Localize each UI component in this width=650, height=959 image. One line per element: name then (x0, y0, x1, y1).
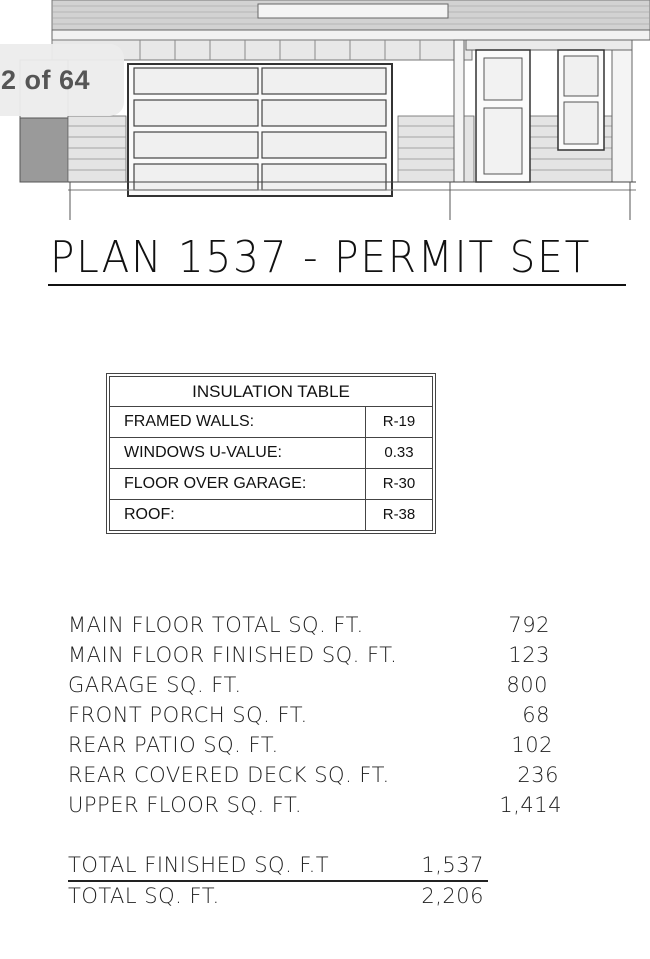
page-counter (0, 44, 124, 116)
insulation-row-value: R-19 (382, 413, 416, 430)
insulation-table-heading: INSULATION TABLE (110, 377, 432, 407)
sqft-value: 123 (508, 643, 550, 667)
total-value: 2,206 (421, 884, 484, 908)
square-footage-list (68, 610, 588, 820)
insulation-row (110, 500, 432, 530)
sqft-row (68, 610, 588, 640)
insulation-row (110, 407, 432, 438)
sqft-label: REAR COVERED DECK SQ. FT. (68, 763, 390, 787)
plan-title: PLAN 1537 - PERMIT SET (50, 232, 592, 283)
sqft-label: MAIN FLOOR FINISHED SQ. FT. (68, 643, 398, 667)
total-finished-label: TOTAL FINISHED SQ. F.T (68, 853, 330, 877)
total-finished-row (68, 850, 488, 882)
total-finished-value: 1,537 (421, 853, 484, 877)
sqft-label: REAR PATIO SQ. FT. (68, 733, 279, 757)
total-label: TOTAL SQ. FT. (68, 884, 220, 908)
sqft-value: 1,414 (499, 793, 562, 817)
sqft-row (68, 790, 588, 820)
total-row (68, 881, 488, 911)
sqft-value: 800 (506, 673, 548, 697)
sqft-value: 68 (522, 703, 550, 727)
sqft-row (68, 640, 588, 670)
insulation-row-label: FRAMED WALLS: (110, 407, 366, 437)
sqft-label: GARAGE SQ. FT. (68, 673, 242, 697)
sqft-label: UPPER FLOOR SQ. FT. (68, 793, 303, 817)
sqft-row (68, 670, 588, 700)
sqft-label: MAIN FLOOR TOTAL SQ. FT. (68, 613, 364, 637)
sqft-value: 236 (517, 763, 559, 787)
sqft-row (68, 760, 588, 790)
insulation-row-value: R-38 (382, 506, 416, 523)
insulation-row-label: ROOF: (110, 500, 366, 530)
sqft-row (68, 700, 588, 730)
insulation-row-label: FLOOR OVER GARAGE: (110, 469, 366, 499)
insulation-row-label: WINDOWS U-VALUE: (110, 438, 366, 468)
insulation-table-inner (109, 376, 433, 531)
title-underline (48, 284, 626, 286)
insulation-row-value: R-30 (382, 475, 416, 492)
sqft-row (68, 730, 588, 760)
page-counter-text: 2 of 64 (1, 64, 91, 95)
insulation-row (110, 469, 432, 500)
insulation-row-value: 0.33 (384, 444, 414, 461)
sqft-value: 102 (511, 733, 553, 757)
insulation-row (110, 438, 432, 469)
insulation-table (106, 373, 436, 534)
sqft-value: 792 (508, 613, 550, 637)
sqft-label: FRONT PORCH SQ. FT. (68, 703, 308, 727)
